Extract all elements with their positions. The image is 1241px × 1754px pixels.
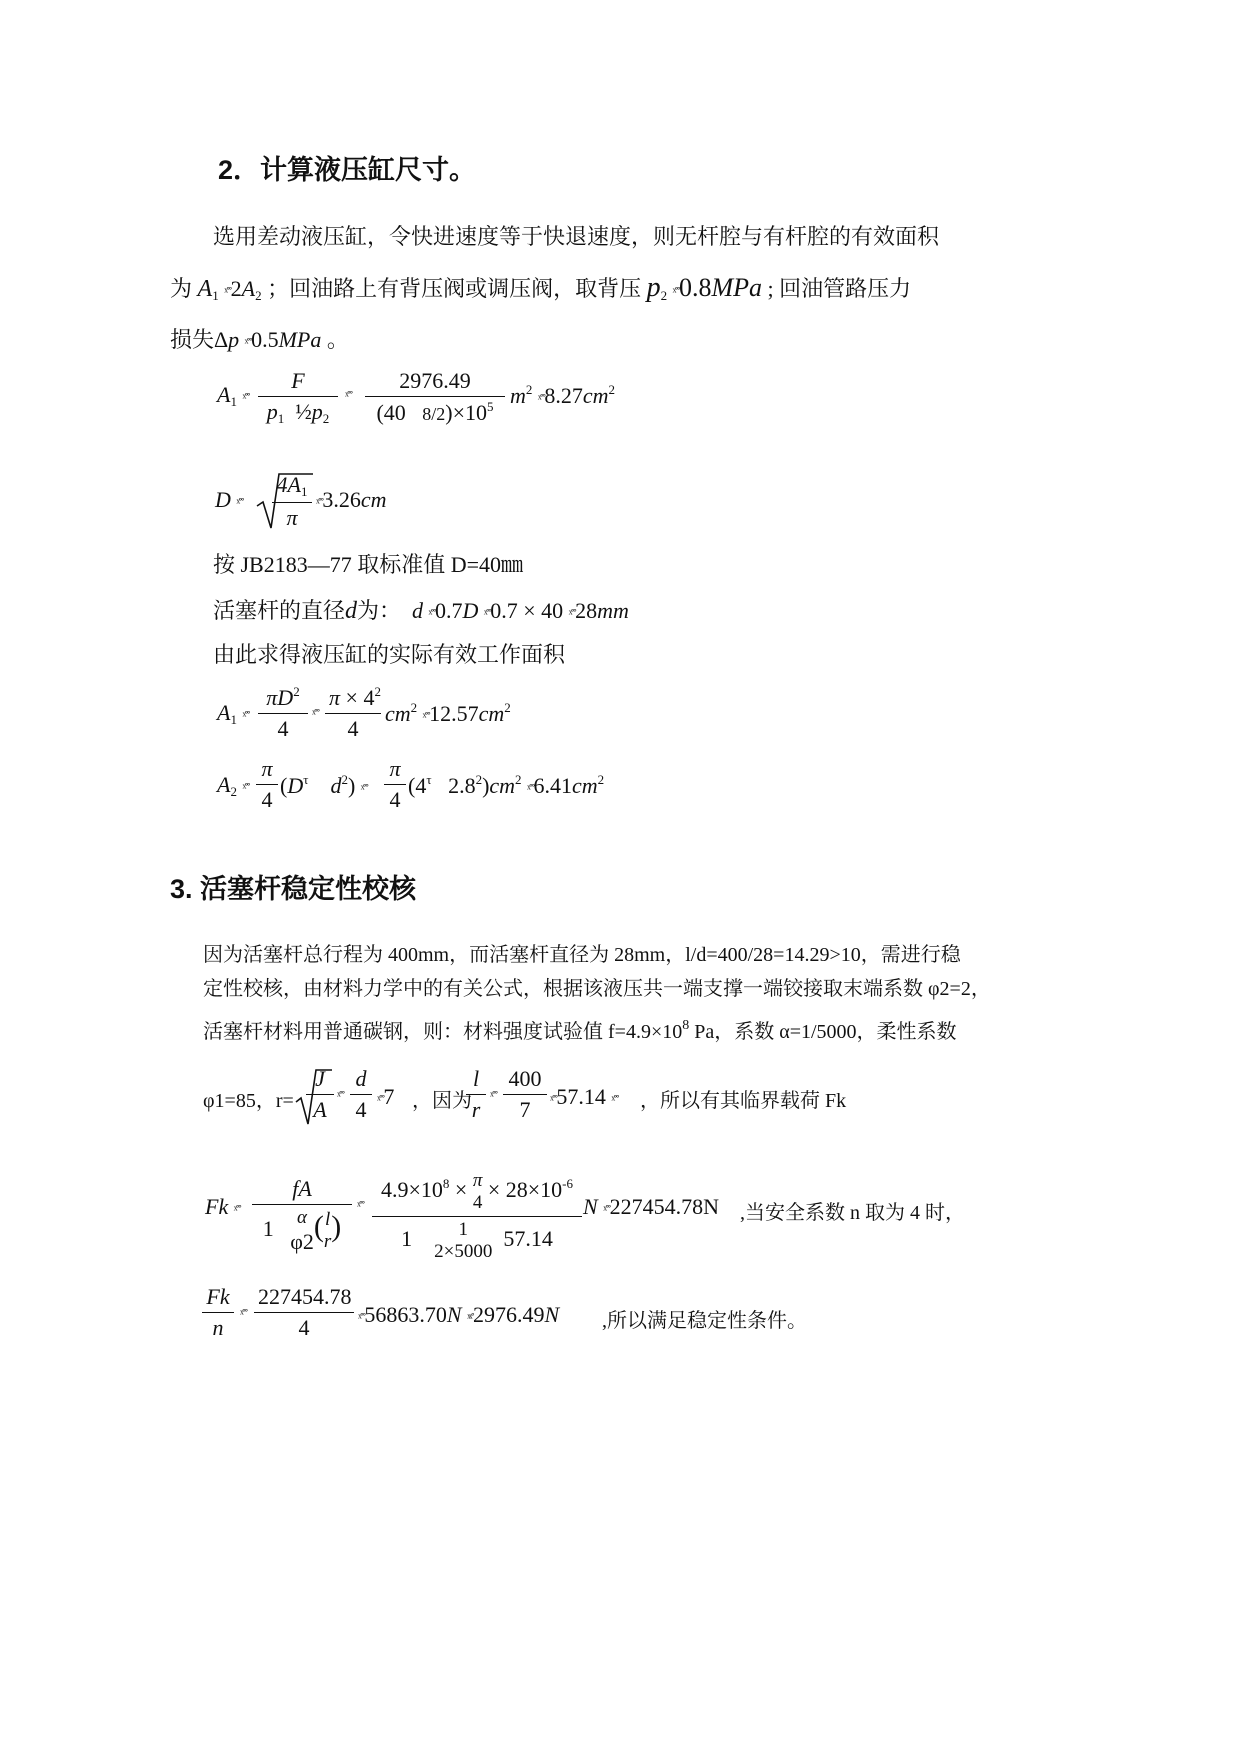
fkn-label-fraction: Fk n <box>202 1284 234 1341</box>
fk-tail: ,当安全系数 n 取为 4 时， <box>740 1202 965 1224</box>
fk-label: Fk ˣ˚˚ <box>205 1194 241 1219</box>
l-r-result: ˣ˚˚57.14 ˣ˚˚ <box>550 1084 618 1109</box>
eq-a1-label: $A_1$ ˣ˚˚ <box>217 382 249 409</box>
fk-equals-1: ˣ˚˚ <box>357 1198 364 1213</box>
400-7-fraction: 400 7 <box>503 1066 547 1123</box>
fk-fraction-2: $4.9\times 10^8 \times \pi$ $4 \times 28\times 10^{-6}$ 1 1 2×5000 57.14 <box>372 1170 582 1263</box>
eq-a1b-label: $A_1$ ˣ˚˚ <box>217 700 249 727</box>
standard-line: 按 JB2183—77 取标准值 D=40㎜ <box>213 552 524 577</box>
section-2-title: 2．计算液压缸尺寸。 <box>218 155 477 185</box>
fkn-fraction: 227454.78 4 <box>254 1284 354 1341</box>
eq-a1b-equals: ˣ˚˚ <box>312 706 319 721</box>
eq-a1b-result: $cm^2$ $ˣ˚˚12.57cm^2$ <box>385 700 511 726</box>
eq-a1-equals: ˣ˚˚ <box>345 388 352 403</box>
eq-a2-label: $A_2$ ˣ˚˚ <box>217 772 249 799</box>
eq-d-result: ˣ˚˚3.26cm <box>316 487 387 512</box>
l-r-equals: ˣ˚˚ <box>490 1088 497 1103</box>
intro-line-3: 损失Δp ˣ˚˚0.5MPa 。 <box>170 327 349 352</box>
eq-a1-fraction-2: 2976.49 (40 $8/2)\times 10^5$ <box>365 368 505 426</box>
eq-a2-result: ($4^\tau$ $2.8^2)cm^2$ $ˣ˚˚6.41cm^2$ <box>408 772 605 798</box>
area-line: 由此求得液压缸的实际有效工作面积 <box>213 642 566 667</box>
p2-because: ，因为 <box>412 1090 472 1112</box>
fkn-equals-1: ˣ˚˚ <box>240 1306 247 1321</box>
intro-line-2: 为 $A_1$ $ˣ˚˚2A_2$ ；回油路上有背压阀或调压阀，取背压 $p_2$ ˣ˚˚0.8MPa ; 回油管路压力 <box>170 272 912 303</box>
p2-prefix: φ1=85，r= <box>203 1090 294 1112</box>
fk-result: N ˣ˚˚227454.78N <box>583 1194 719 1219</box>
fk-fraction-1: fA 1 α φ2(l r) <box>252 1176 352 1255</box>
fkn-result: ˣ˚˚56863.70N ˣˣ˚2976.49N <box>358 1302 560 1327</box>
intro-line-1: 选用差动液压缸，令快进速度等于快退速度，则无杆腔与有杆腔的有效面积 <box>213 224 940 249</box>
l-r-fraction: l r <box>466 1066 486 1123</box>
p1-line-2: 定性校核，由材料力学中的有关公式，根据该液压共一端支撑一端铰接取末端系数 φ2=2， <box>203 978 991 1000</box>
rod-diameter-line: 活塞杆的直径d为： d ˣ˚˚0.7D ˣ˚˚0.7 × 40 ˣ˚˚28mm <box>213 598 629 624</box>
r-fraction-1: J A <box>306 1066 334 1123</box>
r-equals-1: ˣ˚˚ <box>337 1088 344 1103</box>
eq-a2-fraction-2: π 4 <box>384 756 406 813</box>
eq-d-label: D ˣ˚˚ <box>215 487 243 512</box>
p2-suffix: ，所以有其临界载荷 Fk <box>640 1090 847 1112</box>
r-fraction-2: d 4 <box>350 1066 372 1123</box>
eq-a1b-fraction-1: $\pi D^2$ 4 <box>258 684 308 742</box>
eq-a1-unit: $m^2$ $ˣ˚˚8.27cm^2$ <box>510 382 615 408</box>
p1-line-1: 因为活塞杆总行程为 400mm，而活塞杆直径为 28mm，l/d=400/28=14.29>10，需进行稳 <box>203 944 961 966</box>
eq-a1-fraction-1: F $p_1$ $\frac{1}{2}p_2$ <box>258 368 338 427</box>
r-result: ˣ˚˚7 <box>377 1084 395 1109</box>
eq-a2-fraction-1: π 4 <box>256 756 278 813</box>
eq-d-fraction: $4A_1$ π <box>272 472 312 531</box>
section-3-title: 3. 活塞杆稳定性校核 <box>170 874 417 904</box>
fkn-tail: ,所以满足稳定性条件。 <box>602 1310 807 1332</box>
eq-a2-mid: ($D^\tau$ $d^2$) ˣ˚˚ <box>280 772 368 798</box>
p1-line-3: 活塞杆材料用普通碳钢，则：材料强度试验值 $f=4.9\times 10^8$ Pa，系数 α=1/5000，柔性系数 <box>203 1018 957 1043</box>
eq-a1b-fraction-2: $\pi \times 4^2$ 4 <box>325 684 381 742</box>
